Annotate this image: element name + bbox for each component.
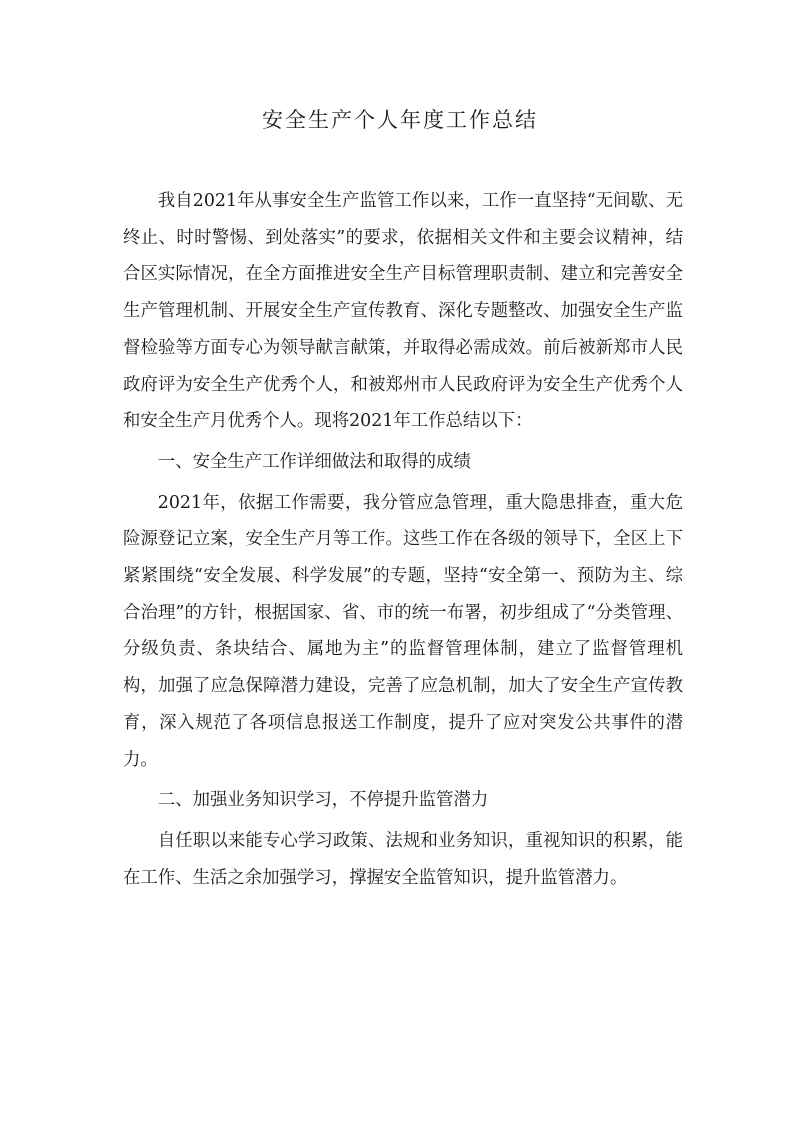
paragraph-intro: 我自2021年从事安全生产监管工作以来，工作一直坚持“无间歇、无终止、时时警惕、到处落实”的要求，依据相关文件和主要会议精神，结合区实际情况，在全方面推进安全生产目标管理职责制、建立和完善安全生产管理机制、开展安全生产宣传教育、深化专题整改、加强安全生产监督检验等方面专心为领导献言献策，并取得必需成效。前后被新郑市人民政府评为安全生产优秀个人，和被郑州市人民政府评为安全生产优秀个人和安全生产月优秀个人。现将2021年工作总结以下：: [123, 191, 683, 432]
section-heading-2: 二、加强业务知识学习，不停提升监管潜力: [157, 790, 489, 811]
paragraph-section-1: 2021年，依据工作需要，我分管应急管理，重大隐患排查，重大危险源登记立案，安全生产月等工作。这些工作在各级的领导下，全区上下紧紧围绕“安全发展、科学发展”的专题，坚持“安全第一、预防为主、综合治理”的方针，根据国家、省、市的统一布署，初步组成了“分类管理、分级负责、条块结合、属地为主”的监督管理体制，建立了监督管理机构，加强了应急保障潜力建设，完善了应急机制，加大了安全生产宣传教育，深入规范了各项信息报送工作制度，提升了应对突发公共事件的潜力。: [123, 492, 683, 770]
paragraph-section-2: 自任职以来能专心学习政策、法规和业务知识，重视知识的积累，能在工作、生活之余加强学习，撑握安全监管知识，提升监管潜力。: [123, 830, 683, 888]
document-title: 安全生产个人年度工作总结: [262, 108, 538, 132]
document-body: [123, 183, 683, 896]
section-heading-1: 一、安全生产工作详细做法和取得的成绩: [157, 451, 471, 472]
